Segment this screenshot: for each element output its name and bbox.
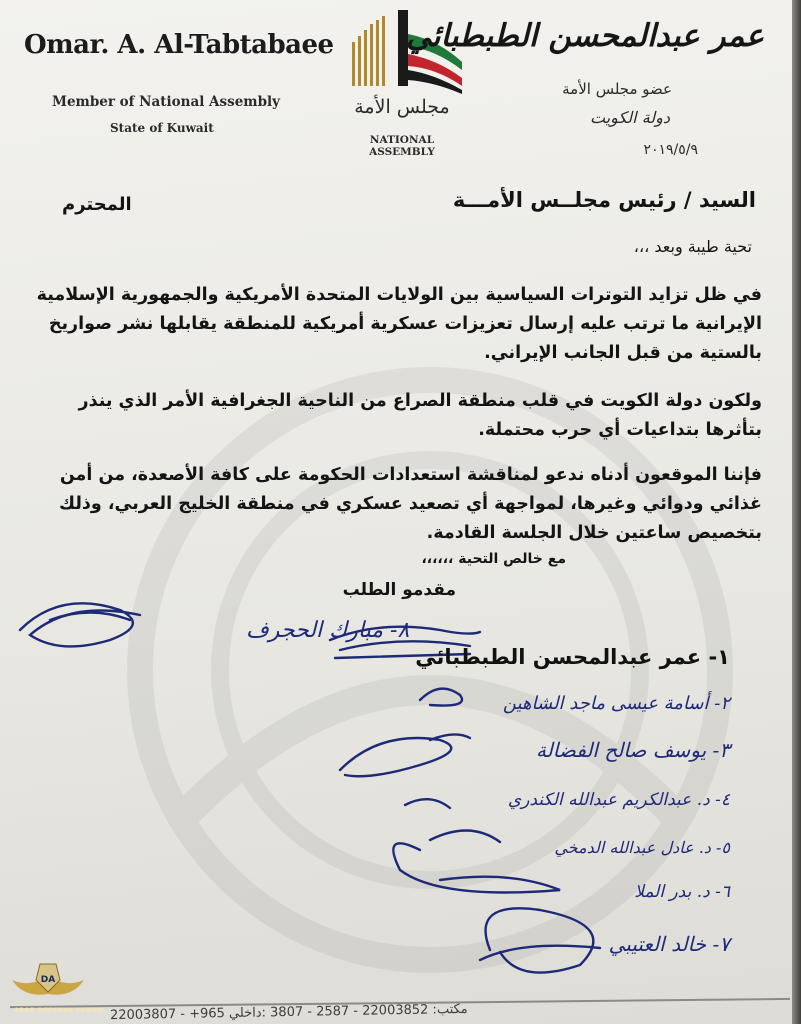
arabic-state: دولة الكويت bbox=[590, 108, 670, 127]
signatory-2: ٢- أسامة عيسى ماجد الشاهين bbox=[502, 693, 730, 714]
english-member-role: Member of National Assembly bbox=[52, 94, 280, 110]
greeting: تحية طيبة وبعد ،،، bbox=[633, 237, 752, 256]
letter-date: ٢٠١٩/٥/٩ bbox=[643, 142, 698, 158]
footer-contact: مكتب: 22003852 - 2587 - 3807 :داخلي 965+ - 22003807 bbox=[109, 1001, 468, 1024]
signatory-6: ٦- د. بدر الملا bbox=[634, 882, 730, 902]
signatory-7: ٧- خالد العتيبي bbox=[608, 932, 730, 956]
forum-badge-label: ARAB DEFENSE FORUM bbox=[14, 1006, 104, 1014]
english-member-name: Omar. A. Al-Tabtabaee bbox=[24, 30, 334, 60]
signatory-5: ٥- د. عادل عبدالله الدمخي bbox=[554, 838, 730, 857]
signatory-1: ١- عمر عبدالمحسن الطبطبائي bbox=[415, 645, 730, 669]
signatory-3: ٣- يوسف صالح الفضالة bbox=[535, 738, 730, 762]
honorific: المحترم bbox=[62, 194, 132, 215]
logo-english-text: NATIONAL ASSEMBLY bbox=[369, 134, 435, 158]
signatory-4: ٤- د. عبدالكريم عبدالله الكندري bbox=[507, 790, 730, 810]
arabic-member-name: عمر عبدالمحسن الطبطبائي bbox=[405, 18, 764, 54]
submitters-label: مقدمو الطلب bbox=[342, 580, 456, 600]
english-state: State of Kuwait bbox=[110, 121, 214, 135]
paragraph-2: ولكون دولة الكويت في قلب منطقة الصراع من الناحية الجغرافية الأمر الذي ينذر بتأثرها بتداعيات أي حرب محتملة. bbox=[78, 391, 762, 440]
paragraph-3: فإننا الموقعون أدناه ندعو لمناقشة استعدادات الحكومة على كافة الأصعدة، من أمن غذائي ودوائي وغيرها، لمواجهة أي تصعيد عسكري في منطقة الخليج العربي، وذلك بتخصيص ساعتين خلال الجلسة القادمة. bbox=[59, 465, 762, 543]
paragraph-1: في ظل تزايد التوترات السياسية بين الولايات المتحدة الأمريكية والجمهورية الإسلامية الإيرانية ما ترتب عليه إرسال تعزيزات عسكرية أمريكية للمنطقة يقابلها نشر صواريخ بالستية من قبل الجانب الإيراني. bbox=[36, 285, 762, 363]
logo-arabic-text: مجلس الأمة bbox=[354, 96, 450, 118]
closing-line: مع خالص التحية ،،،،،، bbox=[421, 551, 566, 567]
forum-badge-initials: DA bbox=[40, 975, 56, 985]
arabic-member-role: عضو مجلس الأمة bbox=[562, 80, 672, 98]
addressee: السيد / رئيس مجلــس الأمـــة bbox=[452, 188, 756, 212]
signatory-8: ٨- مبارك الحجرف bbox=[246, 618, 410, 643]
forum-badge-icon bbox=[6, 958, 90, 1024]
page-edge-shadow bbox=[792, 0, 801, 1024]
